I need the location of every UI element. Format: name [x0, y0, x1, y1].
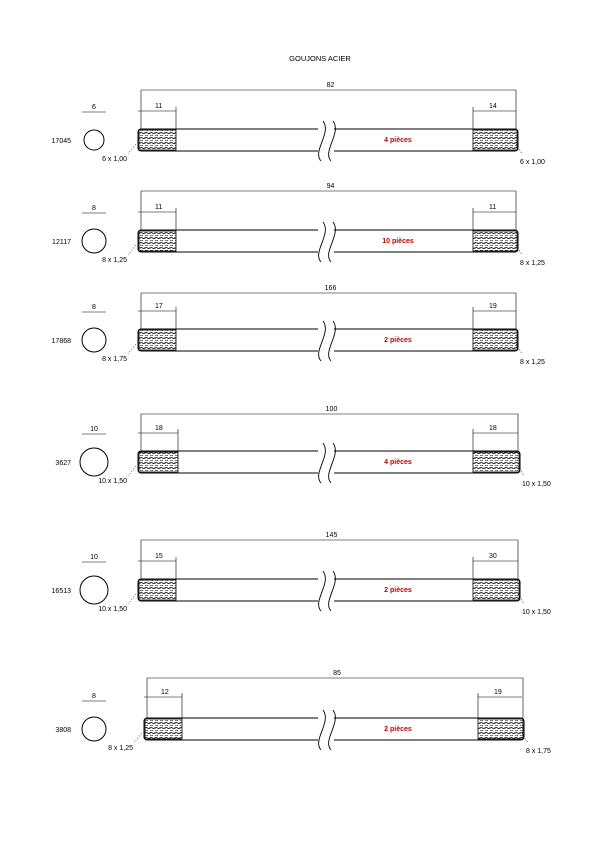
left-threaded-end	[139, 452, 178, 472]
right-thread-spec: 6 x 1,00	[520, 159, 545, 166]
right-thread-spec: 8 x 1,25	[520, 260, 545, 267]
stud-row	[52, 532, 551, 616]
length-label: 100	[325, 406, 338, 413]
break-gap	[318, 229, 334, 253]
stud-end-view-circle	[80, 448, 108, 476]
stud-reference: 3808	[55, 727, 71, 734]
right-threaded-end	[473, 130, 517, 150]
left-thread-length-label: 18	[155, 425, 163, 432]
diameter-label: 8	[92, 304, 96, 311]
left-thread-leader	[128, 245, 136, 255]
left-threaded-end	[139, 330, 176, 350]
right-thread-length-label: 19	[489, 303, 497, 310]
break-gap	[318, 128, 334, 152]
quantity-label: 2 pièces	[384, 726, 412, 733]
right-threaded-end	[478, 719, 523, 739]
diameter-label: 10	[90, 426, 98, 433]
diameter-label: 8	[92, 693, 96, 700]
stud-reference: 12117	[52, 239, 71, 246]
left-threaded-end	[139, 580, 176, 600]
right-thread-length-label: 14	[489, 103, 497, 110]
left-thread-spec: 10 x 1,50	[98, 606, 127, 613]
drawing-title: GOUJONS ACIER	[289, 54, 351, 63]
left-thread-spec: 8 x 1,75	[102, 356, 127, 363]
right-thread-spec: 8 x 1,75	[526, 748, 551, 755]
length-label: 94	[326, 183, 335, 190]
left-thread-leader	[128, 594, 136, 604]
quantity-label: 10 pièces	[382, 238, 414, 245]
stud-reference: 3627	[55, 460, 71, 467]
break-gap	[318, 578, 334, 602]
right-threaded-end	[473, 452, 519, 472]
stud-row	[52, 285, 545, 366]
quantity-label: 2 pièces	[384, 587, 412, 594]
right-thread-length-label: 11	[489, 204, 497, 211]
left-thread-length-label: 15	[155, 553, 163, 560]
right-thread-spec: 10 x 1,50	[522, 609, 551, 616]
quantity-label: 2 pièces	[384, 337, 412, 344]
diameter-label: 8	[92, 205, 96, 212]
stud-reference: 16513	[51, 588, 71, 595]
left-threaded-end	[145, 719, 182, 739]
quantity-label: 4 pièces	[384, 137, 412, 144]
left-thread-spec: 8 x 1,25	[108, 745, 133, 752]
left-threaded-end	[139, 231, 176, 251]
break-gap	[318, 717, 334, 741]
diameter-label: 10	[90, 554, 98, 561]
break-gap	[318, 328, 334, 352]
left-thread-leader	[128, 466, 136, 476]
diameter-label: 6	[92, 104, 96, 111]
length-label: 85	[333, 670, 341, 677]
right-threaded-end	[473, 231, 517, 251]
stud-end-view-circle	[82, 229, 106, 253]
stud-end-view-circle	[82, 328, 106, 352]
left-thread-length-label: 11	[155, 204, 163, 211]
right-thread-length-label: 19	[494, 689, 502, 696]
left-threaded-end	[139, 130, 176, 150]
stud-reference: 17868	[51, 338, 71, 345]
right-threaded-end	[473, 580, 519, 600]
stud-reference: 17045	[51, 138, 71, 145]
left-thread-spec: 8 x 1,25	[102, 257, 127, 264]
stud-end-view-circle	[84, 130, 104, 150]
stud-row	[52, 183, 545, 267]
right-thread-spec: 10 x 1,50	[522, 481, 551, 488]
right-thread-length-label: 18	[489, 425, 497, 432]
left-thread-length-label: 12	[161, 689, 169, 696]
right-thread-spec: 8 x 1,25	[520, 359, 545, 366]
left-thread-leader	[134, 733, 142, 743]
left-thread-spec: 6 x 1,00	[102, 156, 127, 163]
left-thread-leader	[128, 144, 136, 154]
right-thread-length-label: 30	[489, 553, 497, 560]
left-thread-length-label: 17	[155, 303, 163, 310]
left-thread-leader	[128, 344, 136, 354]
length-label: 82	[326, 82, 335, 89]
length-label: 145	[325, 532, 338, 539]
length-label: 166	[324, 285, 337, 292]
left-thread-length-label: 11	[155, 103, 163, 110]
stud-end-view-circle	[82, 717, 106, 741]
stud-row	[55, 670, 551, 755]
stud-row	[55, 406, 550, 488]
right-threaded-end	[473, 330, 517, 350]
break-gap	[318, 450, 334, 474]
quantity-label: 4 pièces	[384, 459, 412, 466]
stud-end-view-circle	[80, 576, 108, 604]
left-thread-spec: 10 x 1,50	[98, 478, 127, 485]
stud-row	[52, 82, 545, 166]
